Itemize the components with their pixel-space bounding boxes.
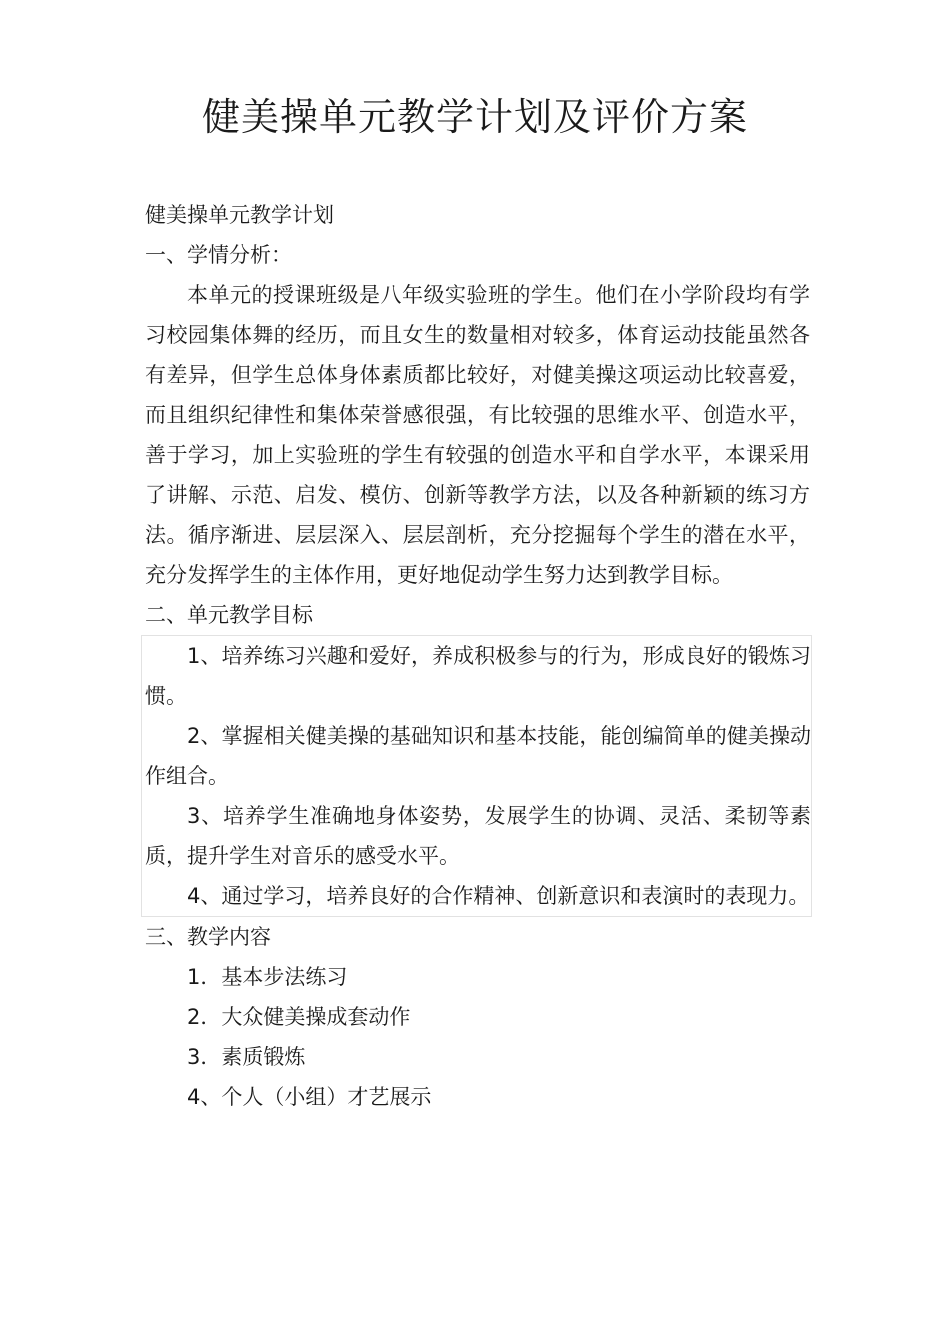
content-item: 1．基本步法练习 xyxy=(187,965,348,989)
goal-item: 4、通过学习，培养良好的合作精神、创新意识和表演时的表现力。 xyxy=(187,884,810,908)
section-heading-goals: 二、单元教学目标 xyxy=(145,603,313,627)
goal-item: 3、培养学生准确地身体姿势，发展学生的协调、灵活、柔韧等素质，提升学生对音乐的感受水平。 xyxy=(145,804,811,868)
goals-box xyxy=(141,635,812,917)
content-item: 2．大众健美操成套动作 xyxy=(187,1005,411,1029)
section-heading-content: 三、教学内容 xyxy=(145,925,271,949)
section-heading-analysis: 一、学情分析： xyxy=(145,243,292,267)
goal-item: 1、培养练习兴趣和爱好，养成积极参与的行为，形成良好的锻炼习惯。 xyxy=(145,644,811,708)
goal-item: 2、掌握相关健美操的基础知识和基本技能，能创编简单的健美操动作组合。 xyxy=(145,724,811,788)
document-title: 健美操单元教学计划及评价方案 xyxy=(201,95,748,139)
analysis-paragraph: 本单元的授课班级是八年级实验班的学生。他们在小学阶段均有学习校园集体舞的经历，而且女生的数量相对较多，体育运动技能虽然各有差异，但学生总体身体素质都比较好，对健美操这项运动比较喜爱，而且组织纪律性和集体荣誉感很强，有比较强的思维水平、创造水平，善于学习，加上实验班的学生有较强的创造水平和自学水平，本课采用了讲解、示范、启发、模仿、创新等教学方法，以及各种新颖的练习方法。循序渐进、层层深入、层层剖析，充分挖掘每个学生的潜在水平，充分发挥学生的主体作用，更好地促动学生努力达到教学目标。 xyxy=(145,283,810,587)
plan-subtitle: 健美操单元教学计划 xyxy=(145,203,334,227)
document-body xyxy=(145,195,810,1117)
content-item: 4、个人（小组）才艺展示 xyxy=(187,1085,432,1109)
content-item: 3．素质锻炼 xyxy=(187,1045,306,1069)
